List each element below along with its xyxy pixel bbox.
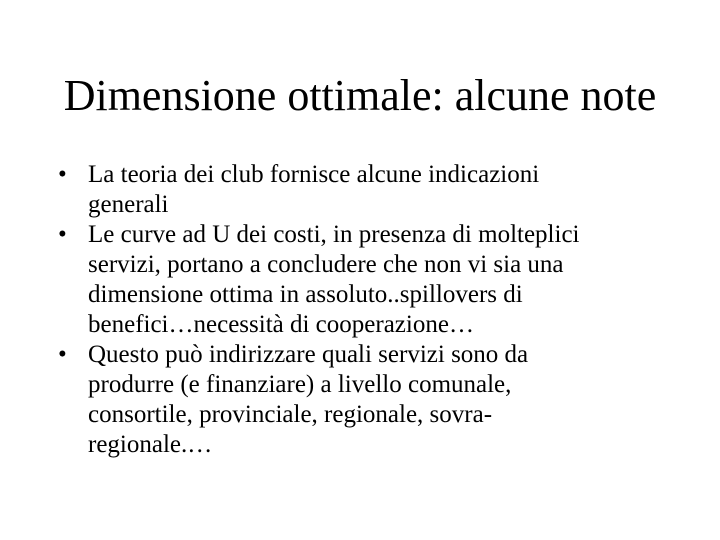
bullet-marker: • bbox=[58, 221, 67, 248]
bullet-marker: • bbox=[58, 341, 67, 368]
bullet-line: servizi, portano a concludere che non vi sia una bbox=[88, 251, 564, 278]
bullet-line: consortile, provinciale, regionale, sovra- bbox=[88, 401, 493, 428]
bullet-line: generali bbox=[88, 191, 169, 218]
bullet-line: regionale.… bbox=[88, 431, 213, 458]
bullet-item bbox=[58, 340, 678, 460]
bullet-line: La teoria dei club fornisce alcune indicazioni bbox=[88, 161, 540, 188]
slide-title: Dimensione ottimale: alcune note bbox=[63, 71, 657, 120]
bullet-list bbox=[58, 160, 678, 460]
bullet-line: benefici…necessità di cooperazione… bbox=[88, 311, 474, 338]
bullet-item bbox=[58, 220, 678, 340]
bullet-line: produrre (e finanziare) a livello comunale, bbox=[88, 371, 512, 398]
bullet-marker: • bbox=[58, 161, 67, 188]
bullet-line: dimensione ottima in assoluto..spillovers di bbox=[88, 281, 523, 308]
bullet-line: Questo può indirizzare quali servizi sono da bbox=[88, 341, 529, 368]
bullet-item bbox=[58, 160, 678, 220]
bullet-line: Le curve ad U dei costi, in presenza di molteplici bbox=[88, 221, 580, 248]
